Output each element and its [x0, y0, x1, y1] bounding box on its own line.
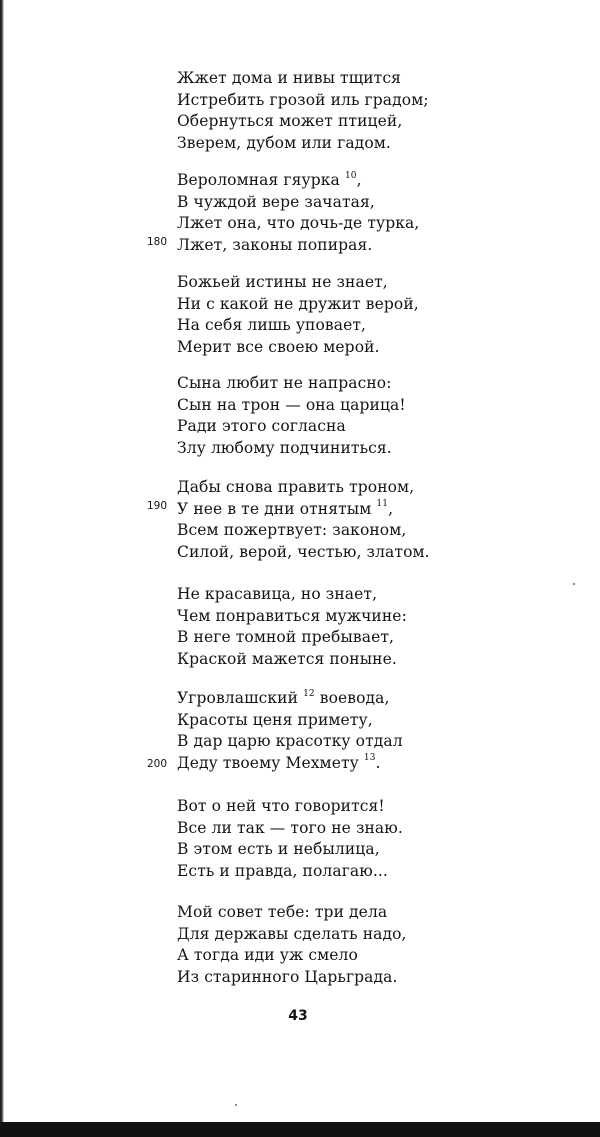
stanza-5 [177, 477, 537, 563]
verse-line [177, 170, 537, 192]
footnote-marker: 10 [344, 170, 357, 181]
verse-line: Красоты ценя примету, [177, 710, 373, 729]
line-number: 200 [147, 758, 168, 770]
stanza-1 [177, 68, 537, 154]
line-number: 180 [147, 236, 168, 248]
page-number: 43 [288, 1008, 308, 1024]
verse-line [177, 753, 537, 775]
verse-tail: воевода, [314, 689, 390, 707]
footnote-marker: 11 [376, 499, 389, 510]
verse-line: На себя лишь уповает, [177, 316, 367, 334]
verse-line: Божьей истины не знает, [177, 273, 388, 291]
verse-line: Истребить грозой иль градом; [177, 90, 429, 109]
verse-line: Лжет, законы попирая. [177, 235, 373, 254]
verse-line: Для державы сделать надо, [177, 924, 407, 943]
verse-line: В неге томной пребывает, [177, 628, 395, 646]
scan-speck [573, 583, 575, 585]
verse-line: В чуждой вере зачатая, [177, 192, 375, 211]
line-number: 190 [147, 500, 168, 512]
stanza-6 [177, 584, 537, 670]
verse-line: Мерит все своею мерой. [177, 337, 380, 356]
verse-text: Вероломная гяурка [177, 171, 340, 189]
footnote-marker: 12 [303, 688, 315, 699]
stanza-2 [177, 170, 537, 256]
verse-line: Из старинного Царьграда. [177, 967, 398, 986]
verse-tail: , [388, 499, 394, 518]
verse-line: Чем понравиться мужчине: [177, 606, 407, 625]
verse-line: В дар царю красотку отдал [177, 732, 403, 750]
verse-line: Есть и правда, полагаю... [177, 861, 388, 880]
verse-line [177, 688, 537, 710]
verse-line: Ради этого согласна [177, 417, 346, 435]
verse-text: У нее в те дни отнятым [177, 499, 372, 518]
verse-line: Жжет дома и нивы тщится [177, 69, 402, 87]
footnote-marker: 13 [363, 753, 376, 764]
stanza-4 [177, 373, 537, 459]
verse-line: Зверем, дубом или гадом. [177, 133, 391, 152]
verse-line: В этом есть и небылица, [177, 840, 380, 858]
stanza-7 [177, 688, 537, 774]
scan-bottom-edge [0, 1122, 600, 1137]
verse-line: Сына любит не напрасно: [177, 374, 392, 392]
verse-line: Дабы снова править троном, [177, 478, 415, 496]
page-left-edge-shadow [0, 0, 4, 1137]
verse-line: Краской мажется поныне. [177, 649, 397, 668]
verse-line: Лжет она, что дочь-де турка, [177, 214, 420, 232]
stanza-8 [177, 796, 537, 882]
verse-text: Деду твоему Мехмету [177, 753, 359, 772]
verse-line [177, 499, 537, 521]
verse-line: Всем пожертвует: законом, [177, 521, 407, 539]
scan-speck [235, 1104, 237, 1106]
verse-line: Злу любому подчиниться. [177, 438, 392, 457]
verse-line: Мой совет тебе: три дела [177, 903, 388, 921]
verse-line: Все ли так — того не знаю. [177, 818, 403, 837]
verse-line: Обернуться может птицей, [177, 112, 403, 130]
verse-line: Вот о ней что говорится! [177, 797, 385, 815]
verse-line: Не красавица, но знает, [177, 585, 378, 603]
verse-tail: . [375, 753, 381, 772]
verse-text: Угровлашский [177, 689, 299, 707]
verse-line: А тогда иди уж смело [177, 946, 358, 964]
verse-line: Сын на трон — она царица! [177, 395, 406, 414]
verse-tail: , [356, 171, 362, 189]
verse-line: Силой, верой, честью, златом. [177, 542, 430, 561]
stanza-3 [177, 272, 537, 358]
stanza-9 [177, 902, 537, 988]
verse-line: Ни с какой не дружит верой, [177, 294, 419, 313]
